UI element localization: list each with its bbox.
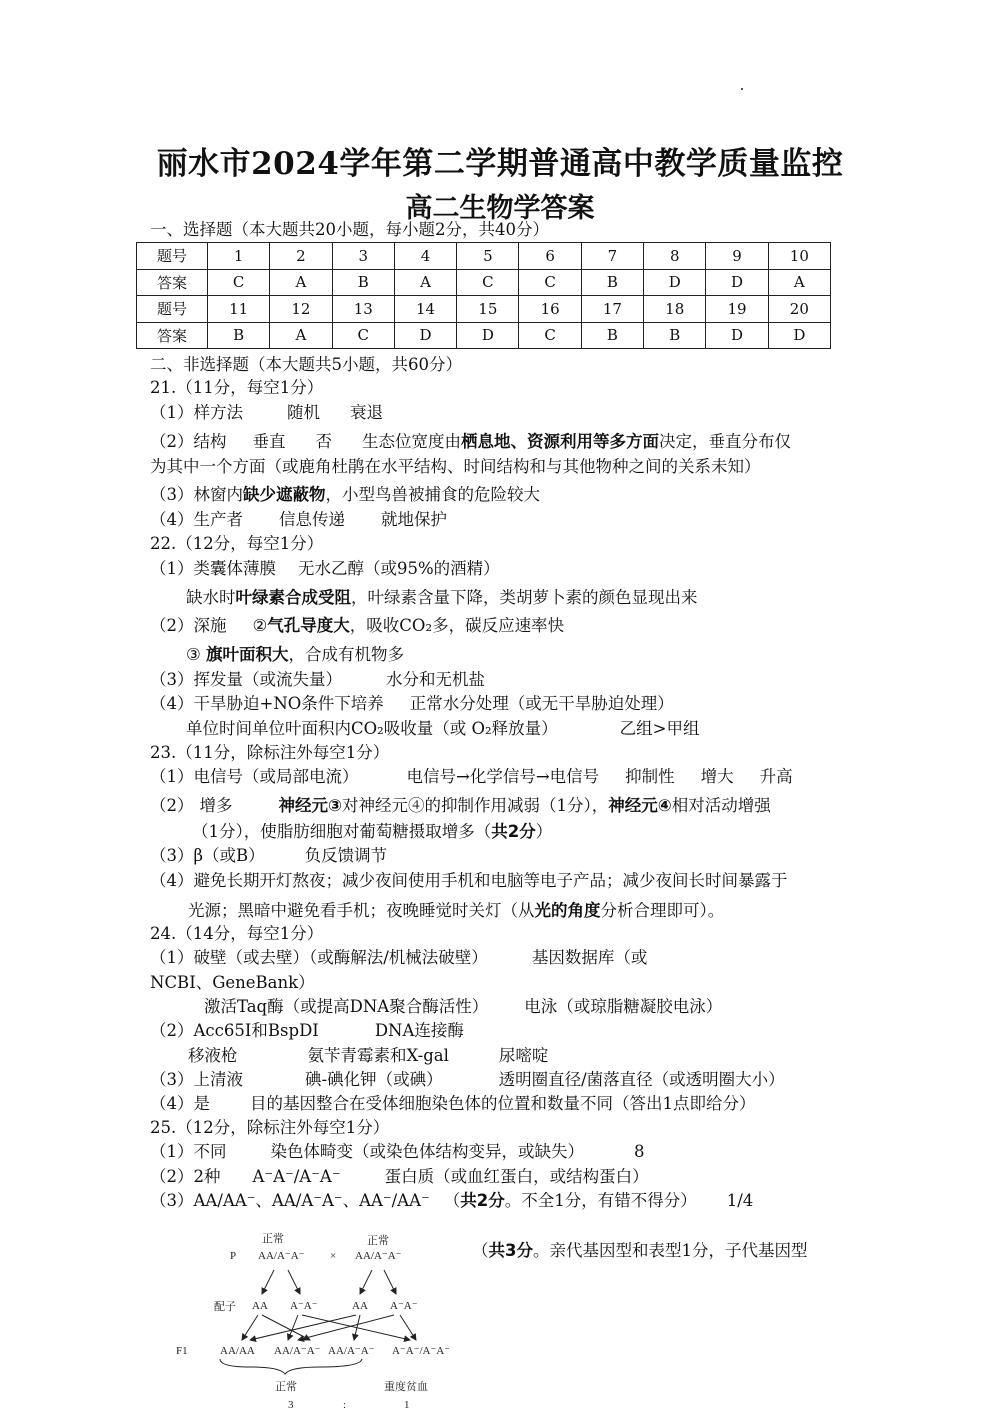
gamete-label: 配子 bbox=[214, 1301, 236, 1313]
part-number: （4） bbox=[150, 871, 194, 890]
answer-text: ② bbox=[252, 616, 268, 635]
answer-text: DNA连接酶 bbox=[374, 1021, 464, 1040]
part-number: （1） bbox=[150, 403, 194, 422]
answer-text: 林窗内 bbox=[193, 485, 243, 504]
answer-text: （ bbox=[472, 1241, 489, 1260]
answer-text: A⁻A⁻/A⁻A⁻ bbox=[252, 1167, 341, 1186]
gamete: AA bbox=[352, 1300, 368, 1312]
key-point: 共2分 bbox=[460, 1191, 505, 1210]
f1-genotype: AA/A⁻A⁻ bbox=[274, 1345, 321, 1357]
answer-text: 8 bbox=[634, 1142, 645, 1161]
table-cell: 1 bbox=[208, 243, 270, 270]
speck bbox=[741, 88, 743, 90]
q25-part2 bbox=[150, 1166, 649, 1188]
table-cell: A bbox=[270, 322, 332, 349]
table-cell: C bbox=[519, 269, 581, 296]
answer-text: （1分），使脂肪细胞对葡萄糖摄取增多（ bbox=[192, 822, 492, 841]
table-cell: D bbox=[706, 322, 768, 349]
table-cell: 17 bbox=[581, 296, 643, 323]
parent1-genotype: AA/A⁻A⁻ bbox=[258, 1250, 305, 1262]
q21-part1 bbox=[150, 402, 383, 424]
table-cell: 14 bbox=[394, 296, 456, 323]
part-number: （1） bbox=[150, 1142, 194, 1161]
table-cell: 10 bbox=[768, 243, 830, 270]
answer-text: ） bbox=[535, 822, 553, 841]
part-number: （3） bbox=[150, 1070, 194, 1089]
part-number: （1） bbox=[150, 767, 194, 786]
answer-text: 否 bbox=[315, 432, 332, 451]
table-cell: D bbox=[768, 322, 830, 349]
mcq-answer-table bbox=[136, 242, 831, 349]
table-row bbox=[137, 296, 831, 323]
answer-text: 增多 bbox=[199, 796, 233, 815]
q24-heading: 24.（14分，每空1分） bbox=[150, 924, 324, 943]
table-cell: D bbox=[457, 322, 519, 349]
answer-text: 透明圈直径/菌落直径（或透明圈大小） bbox=[498, 1070, 785, 1089]
answer-text: 尿嘧啶 bbox=[498, 1046, 549, 1065]
part-number: （2） bbox=[150, 1167, 194, 1186]
answer-text: ，小型鸟兽被捕食的危险较大 bbox=[325, 485, 540, 504]
answer-text: 是 bbox=[193, 1094, 210, 1113]
q24-part2 bbox=[150, 1020, 464, 1042]
table-cell: 6 bbox=[519, 243, 581, 270]
parent2-phenotype: 正常 bbox=[367, 1235, 389, 1247]
row-label: 题号 bbox=[137, 243, 208, 270]
section2-heading: 二、非选择题（本大题共5小题，共60分） bbox=[150, 355, 462, 374]
q24-part4 bbox=[150, 1093, 756, 1115]
answer-text: 2种 bbox=[193, 1167, 221, 1186]
answer-text: 分析合理即可）。 bbox=[600, 901, 725, 920]
q22-part3 bbox=[150, 669, 485, 691]
table-cell: B bbox=[332, 269, 394, 296]
answer-text: 。不全1分，有错不得分） bbox=[504, 1191, 697, 1210]
table-cell: 18 bbox=[644, 296, 706, 323]
q24-part3 bbox=[150, 1069, 785, 1091]
row-label: 题号 bbox=[137, 296, 208, 323]
key-point: 共2分 bbox=[491, 822, 536, 841]
part-number: （2） bbox=[150, 796, 194, 815]
q24-part1-cont: NCBI、GeneBank） bbox=[150, 973, 315, 992]
answer-text: 破壁（或去壁）（或酶解法/机械法破壁） bbox=[193, 948, 488, 967]
q23-part4-cont bbox=[188, 900, 724, 922]
table-cell: B bbox=[581, 269, 643, 296]
genetic-cross-diagram bbox=[170, 1222, 470, 1414]
table-row bbox=[137, 243, 831, 270]
f1-label: F1 bbox=[176, 1345, 188, 1357]
gamete: AA bbox=[252, 1300, 268, 1312]
table-cell: C bbox=[208, 269, 270, 296]
q22-part4-cont bbox=[186, 718, 699, 740]
table-cell: A bbox=[270, 269, 332, 296]
answer-text: 目的基因整合在受体细胞染色体的位置和数量不同（答出1点即给分） bbox=[250, 1094, 756, 1113]
ratio-normal: 3 bbox=[288, 1399, 294, 1411]
answer-text: ，叶绿素含量下降，类胡萝卜素的颜色显现出来 bbox=[351, 588, 698, 607]
cross-sign: × bbox=[330, 1250, 337, 1262]
answer-text: Acc65I和BspDI bbox=[193, 1021, 319, 1040]
answer-text: 干旱胁迫+NO条件下培养 bbox=[193, 694, 384, 713]
part-number: （3） bbox=[150, 846, 194, 865]
ratio-colon: : bbox=[343, 1399, 347, 1411]
table-cell: A bbox=[394, 269, 456, 296]
part-number: （1） bbox=[150, 948, 194, 967]
answer-text: 移液枪 bbox=[188, 1046, 238, 1065]
table-cell: 20 bbox=[768, 296, 830, 323]
brace bbox=[220, 1359, 362, 1374]
table-cell: 7 bbox=[581, 243, 643, 270]
answer-text: 就地保护 bbox=[381, 510, 447, 529]
answer-text: ③ bbox=[186, 645, 207, 664]
q22-part1-cont bbox=[186, 587, 698, 609]
answer-text: 衰退 bbox=[350, 403, 383, 422]
row-label: 答案 bbox=[137, 322, 208, 349]
q25-part3 bbox=[150, 1190, 753, 1212]
table-cell: 4 bbox=[394, 243, 456, 270]
answer-text: 正常水分处理（或无干旱胁迫处理） bbox=[409, 694, 674, 713]
key-point: 缺少遮蔽物 bbox=[243, 485, 326, 504]
answer-text: 生态位宽度由 bbox=[362, 432, 461, 451]
p-label: P bbox=[230, 1250, 237, 1262]
table-cell: A bbox=[768, 269, 830, 296]
answer-text: 电信号（或局部电流） bbox=[193, 767, 359, 786]
f1-genotype: A⁻A⁻/A⁻A⁻ bbox=[392, 1345, 451, 1357]
q21-heading: 21.（11分，每空1分） bbox=[150, 378, 324, 397]
table-cell: C bbox=[519, 322, 581, 349]
answer-text: 随机 bbox=[287, 403, 320, 422]
answer-text: 染色体畸变（或染色体结构变异，或缺失） bbox=[270, 1142, 584, 1161]
table-cell: 5 bbox=[457, 243, 519, 270]
q24-part1-cont2 bbox=[204, 996, 722, 1018]
part-number: （2） bbox=[150, 1021, 194, 1040]
table-cell: D bbox=[394, 322, 456, 349]
ratio-anemia: 1 bbox=[404, 1399, 410, 1411]
answer-text: 基因数据库（或 bbox=[531, 948, 648, 967]
part-number: （3） bbox=[150, 1191, 194, 1210]
answer-text: 生产者 bbox=[193, 510, 243, 529]
q21-part4 bbox=[150, 509, 447, 531]
q22-part4 bbox=[150, 693, 674, 715]
parent1-phenotype: 正常 bbox=[262, 1233, 284, 1245]
section1-heading: 一、选择题（本大题共20小题，每小题2分，共40分） bbox=[150, 220, 549, 239]
answer-text: 升高 bbox=[759, 767, 793, 786]
parent2-genotype: AA/A⁻A⁻ bbox=[355, 1250, 402, 1262]
gamete: A⁻A⁻ bbox=[390, 1300, 418, 1312]
q25-heading: 25.（12分，除标注外每空1分） bbox=[150, 1118, 390, 1137]
answer-text: ，合成有机物多 bbox=[288, 645, 405, 664]
answer-text: 蛋白质（或血红蛋白，或结构蛋白） bbox=[384, 1167, 649, 1186]
key-point: 气孔导度大 bbox=[267, 616, 350, 635]
q23-part1 bbox=[150, 766, 793, 788]
fertilization-arrows bbox=[242, 1315, 416, 1340]
q21-part3 bbox=[150, 484, 540, 506]
table-cell: 13 bbox=[332, 296, 394, 323]
table-row bbox=[137, 322, 831, 349]
q22-part2-cont bbox=[186, 644, 404, 666]
part-number: （2） bbox=[150, 616, 194, 635]
table-cell: 11 bbox=[208, 296, 270, 323]
q23-heading: 23.（11分，除标注外每空1分） bbox=[150, 743, 390, 762]
q22-heading: 22.（12分，每空1分） bbox=[150, 534, 324, 553]
table-cell: 9 bbox=[706, 243, 768, 270]
key-point: 神经元③ bbox=[278, 796, 342, 815]
q23-part2-cont bbox=[192, 821, 552, 843]
answer-text: 。亲代基因型和表型1分，子代基因型 bbox=[532, 1241, 808, 1260]
table-cell: 8 bbox=[644, 243, 706, 270]
gamete: A⁻A⁻ bbox=[290, 1300, 318, 1312]
answer-text: 决定，垂直分布仅 bbox=[659, 432, 791, 451]
answer-text: 负反馈调节 bbox=[304, 846, 388, 865]
table-cell: B bbox=[644, 322, 706, 349]
answer-text: 结构 bbox=[193, 432, 227, 451]
answer-text: ，吸收CO₂多，碳反应速率快 bbox=[349, 616, 565, 635]
table-cell: 15 bbox=[457, 296, 519, 323]
answer-text: 垂直 bbox=[252, 432, 286, 451]
answer-text: 无水乙醇（或95%的酒精） bbox=[298, 559, 500, 578]
q21-part2-cont: 为其中一个方面（或鹿角杜鹃在水平结构、时间结构和与其他物种之间的关系未知） bbox=[150, 457, 761, 476]
table-cell: 19 bbox=[706, 296, 768, 323]
table-cell: D bbox=[644, 269, 706, 296]
meiosis-arrows bbox=[262, 1270, 396, 1294]
part-number: （4） bbox=[150, 1094, 194, 1113]
answer-text: 增大 bbox=[700, 767, 734, 786]
row-label: 答案 bbox=[137, 269, 208, 296]
answer-text: 相对活动增强 bbox=[671, 796, 771, 815]
part-number: （3） bbox=[150, 670, 194, 689]
answer-text: 1/4 bbox=[726, 1191, 754, 1210]
q23-part3 bbox=[150, 845, 387, 867]
q25-scoring-note bbox=[472, 1240, 807, 1262]
table-cell: C bbox=[457, 269, 519, 296]
answer-text: 激活Taq酶（或提高DNA聚合酶活性） bbox=[204, 997, 489, 1016]
answer-text: 单位时间单位叶面积内CO₂吸收量（或 O₂释放量） bbox=[186, 719, 558, 738]
q24-part1 bbox=[150, 947, 647, 969]
q25-part1 bbox=[150, 1141, 645, 1163]
key-point: 共3分 bbox=[488, 1241, 533, 1260]
page-title: 丽水市2024学年第二学期普通高中教学质量监控 bbox=[156, 146, 844, 182]
f1-genotype: AA/AA bbox=[220, 1345, 255, 1357]
part-number: （4） bbox=[150, 694, 194, 713]
answer-text: 信息传递 bbox=[279, 510, 345, 529]
f1-genotype: AA/A⁻A⁻ bbox=[328, 1345, 375, 1357]
table-cell: D bbox=[706, 269, 768, 296]
answer-text: 水分和无机盐 bbox=[386, 670, 485, 689]
answer-text: 光源；黑暗中避免看手机；夜晚睡觉时关灯（从 bbox=[188, 901, 535, 920]
q22-part1 bbox=[150, 558, 500, 580]
answer-text: AA/AA⁻、AA/A⁻A⁻、AA⁻/AA⁻ bbox=[193, 1191, 430, 1210]
key-point: 神经元④ bbox=[608, 796, 672, 815]
table-cell: 16 bbox=[519, 296, 581, 323]
answer-text: 碘-碘化钾（或碘） bbox=[305, 1070, 443, 1089]
table-cell: 12 bbox=[270, 296, 332, 323]
answer-text: 类囊体薄膜 bbox=[193, 559, 276, 578]
table-cell: B bbox=[581, 322, 643, 349]
q21-part2 bbox=[150, 431, 791, 453]
table-row bbox=[137, 269, 831, 296]
answer-text: 避免长期开灯熬夜；减少夜间使用手机和电脑等电子产品；减少夜间长时间暴露于 bbox=[193, 871, 788, 890]
part-number: （4） bbox=[150, 510, 194, 529]
answer-text: 氨苄青霉素和X-gal bbox=[307, 1046, 449, 1065]
part-number: （2） bbox=[150, 432, 194, 451]
part-number: （1） bbox=[150, 559, 194, 578]
q22-part2 bbox=[150, 615, 564, 637]
answer-text: 挥发量（或流失量） bbox=[193, 670, 342, 689]
q23-part4 bbox=[150, 870, 788, 892]
page-subtitle: 高二生物学答案 bbox=[405, 193, 595, 224]
answer-text: 电泳（或琼脂糖凝胶电泳） bbox=[524, 997, 723, 1016]
key-point: 叶绿素合成受阻 bbox=[235, 588, 351, 607]
answer-text: 电信号→化学信号→电信号 bbox=[406, 767, 600, 786]
answer-text: 乙组>甲组 bbox=[619, 719, 700, 738]
answer-text: 样方法 bbox=[193, 403, 243, 422]
answer-text: 抑制性 bbox=[625, 767, 675, 786]
phenotype-anemia: 重度贫血 bbox=[384, 1381, 428, 1393]
part-number: （3） bbox=[150, 485, 194, 504]
answer-text: 深施 bbox=[193, 616, 227, 635]
answer-text: 缺水时 bbox=[186, 588, 236, 607]
table-cell: C bbox=[332, 322, 394, 349]
answer-text: 上清液 bbox=[193, 1070, 243, 1089]
key-point: 光的角度 bbox=[534, 901, 601, 920]
table-cell: B bbox=[208, 322, 270, 349]
table-cell: 3 bbox=[332, 243, 394, 270]
q24-part2-cont bbox=[188, 1045, 548, 1067]
answer-text: 对神经元④的抑制作用减弱（1分）， bbox=[341, 796, 609, 815]
q23-part2 bbox=[150, 795, 771, 817]
answer-text: 不同 bbox=[193, 1142, 227, 1161]
key-point: 栖息地、资源利用等多方面 bbox=[461, 432, 659, 451]
key-point: 旗叶面积大 bbox=[206, 645, 289, 664]
table-cell: 2 bbox=[270, 243, 332, 270]
answer-text: β（或B） bbox=[193, 846, 265, 865]
answer-text: （ bbox=[443, 1191, 461, 1210]
phenotype-normal: 正常 bbox=[275, 1381, 297, 1393]
